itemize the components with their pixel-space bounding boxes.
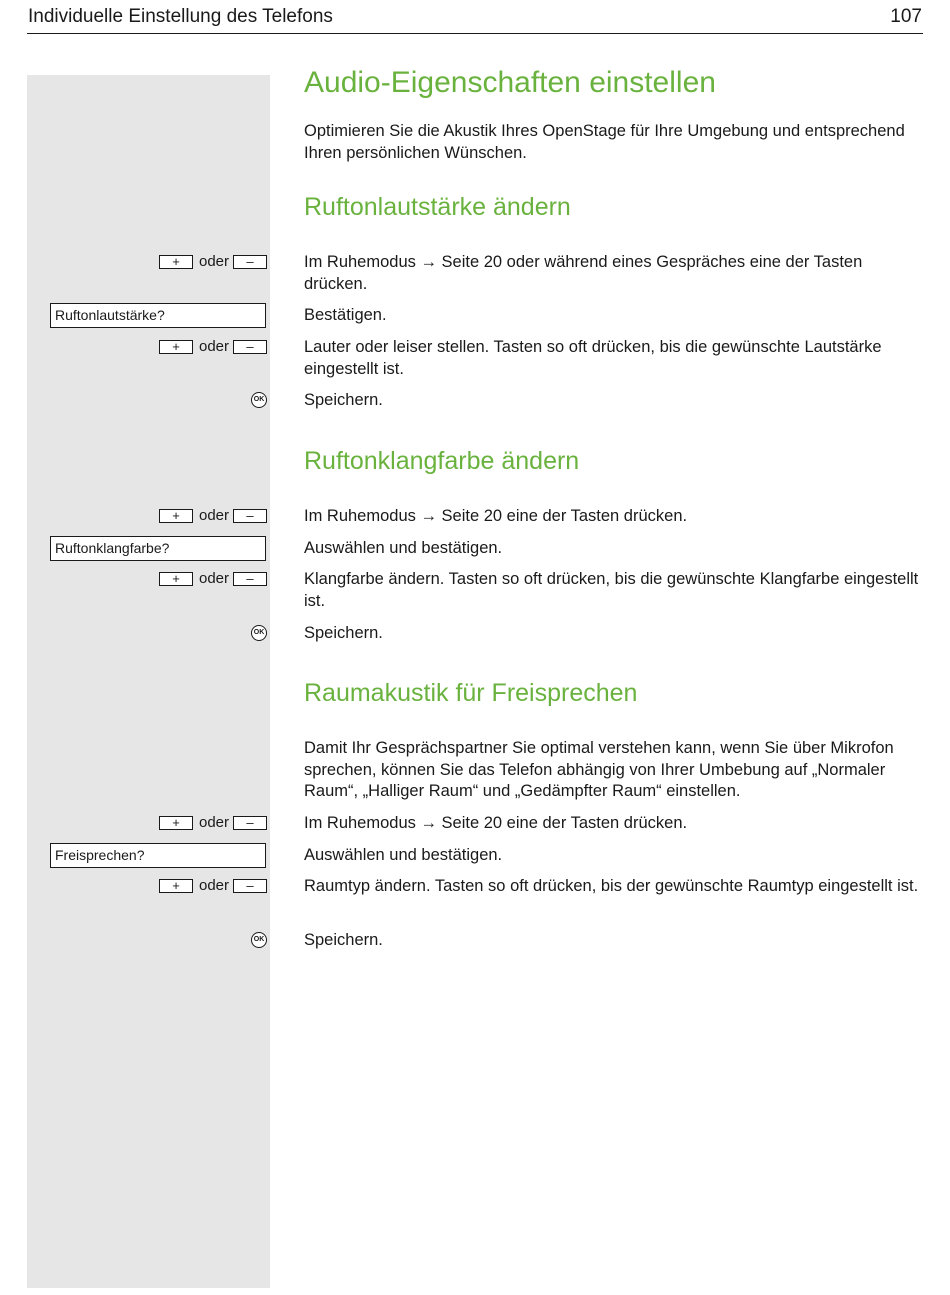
step-text: Im Ruhemodus → Seite 20 eine der Tasten drücken. [304,507,688,525]
section-intro-paragraph: Damit Ihr Gesprächspartner Sie optimal verstehen kann, wenn Sie über Mikrofon sprechen, können Sie das Telefon abhängig von Ihrer Umbebung auf „Normaler Raum“, „Halliger Raum“ und „Gedämpfter Raum“ einstellen. [304,739,894,800]
step-text: Klangfarbe ändern. Tasten so oft drücken, bis die gewünschte Klangfarbe eingestellt ist. [304,570,919,610]
display-prompt-speakerphone: Freisprechen? [50,843,266,868]
or-label: oder [199,814,230,831]
minus-key-icon: – [233,816,267,830]
step-text: Speichern. [304,624,383,642]
minus-key-icon: – [233,879,267,893]
step-text: Lauter oder leiser stellen. Tasten so oft drücken, bis die gewünschte Lautstärke eingestellt ist. [304,338,882,378]
step-text: Im Ruhemodus → Seite 20 oder während eines Gespräches eine der Tasten drücken. [304,253,863,293]
step-text: Raumtyp ändern. Tasten so oft drücken, bis der gewünschte Raumtyp eingestellt ist. [304,877,919,895]
intro-paragraph: Optimieren Sie die Akustik Ihres OpenStage für Ihre Umgebung und entsprechend Ihren persönlichen Wünschen. [304,122,905,162]
ok-key-icon: OK [251,625,267,641]
ok-key-icon: OK [251,392,267,408]
or-label: oder [199,570,230,587]
minus-key-icon: – [233,255,267,269]
plus-minus-keys [159,815,267,831]
plus-minus-keys [159,878,267,894]
section-title-ringer-melody: Ruftonklangfarbe ändern [304,447,580,475]
minus-key-icon: – [233,509,267,523]
plus-minus-keys [159,339,267,355]
step-text: Im Ruhemodus → Seite 20 eine der Tasten drücken. [304,814,688,832]
display-prompt-ringer-volume: Ruftonlautstärke? [50,303,266,328]
plus-minus-keys [159,571,267,587]
or-label: oder [199,877,230,894]
or-label: oder [199,253,230,270]
step-text: Auswählen und bestätigen. [304,539,503,557]
plus-minus-keys [159,254,267,270]
plus-key-icon: + [159,879,193,893]
or-label: oder [199,507,230,524]
minus-key-icon: – [233,572,267,586]
running-header-title: Individuelle Einstellung des Telefons [28,6,333,27]
page-title: Audio-Eigenschaften einstellen [304,66,716,99]
plus-minus-keys [159,508,267,524]
step-text: Speichern. [304,391,383,409]
header-divider [27,33,923,34]
plus-key-icon: + [159,340,193,354]
minus-key-icon: – [233,340,267,354]
display-prompt-ringer-melody: Ruftonklangfarbe? [50,536,266,561]
page-number: 107 [890,6,922,27]
ok-key-icon: OK [251,932,267,948]
section-title-room-acoustics: Raumakustik für Freisprechen [304,679,638,707]
step-text: Speichern. [304,931,383,949]
plus-key-icon: + [159,572,193,586]
step-text: Bestätigen. [304,306,387,324]
step-text: Auswählen und bestätigen. [304,846,503,864]
section-title-ringer-volume: Ruftonlautstärke ändern [304,193,571,221]
plus-key-icon: + [159,816,193,830]
plus-key-icon: + [159,255,193,269]
plus-key-icon: + [159,509,193,523]
or-label: oder [199,338,230,355]
